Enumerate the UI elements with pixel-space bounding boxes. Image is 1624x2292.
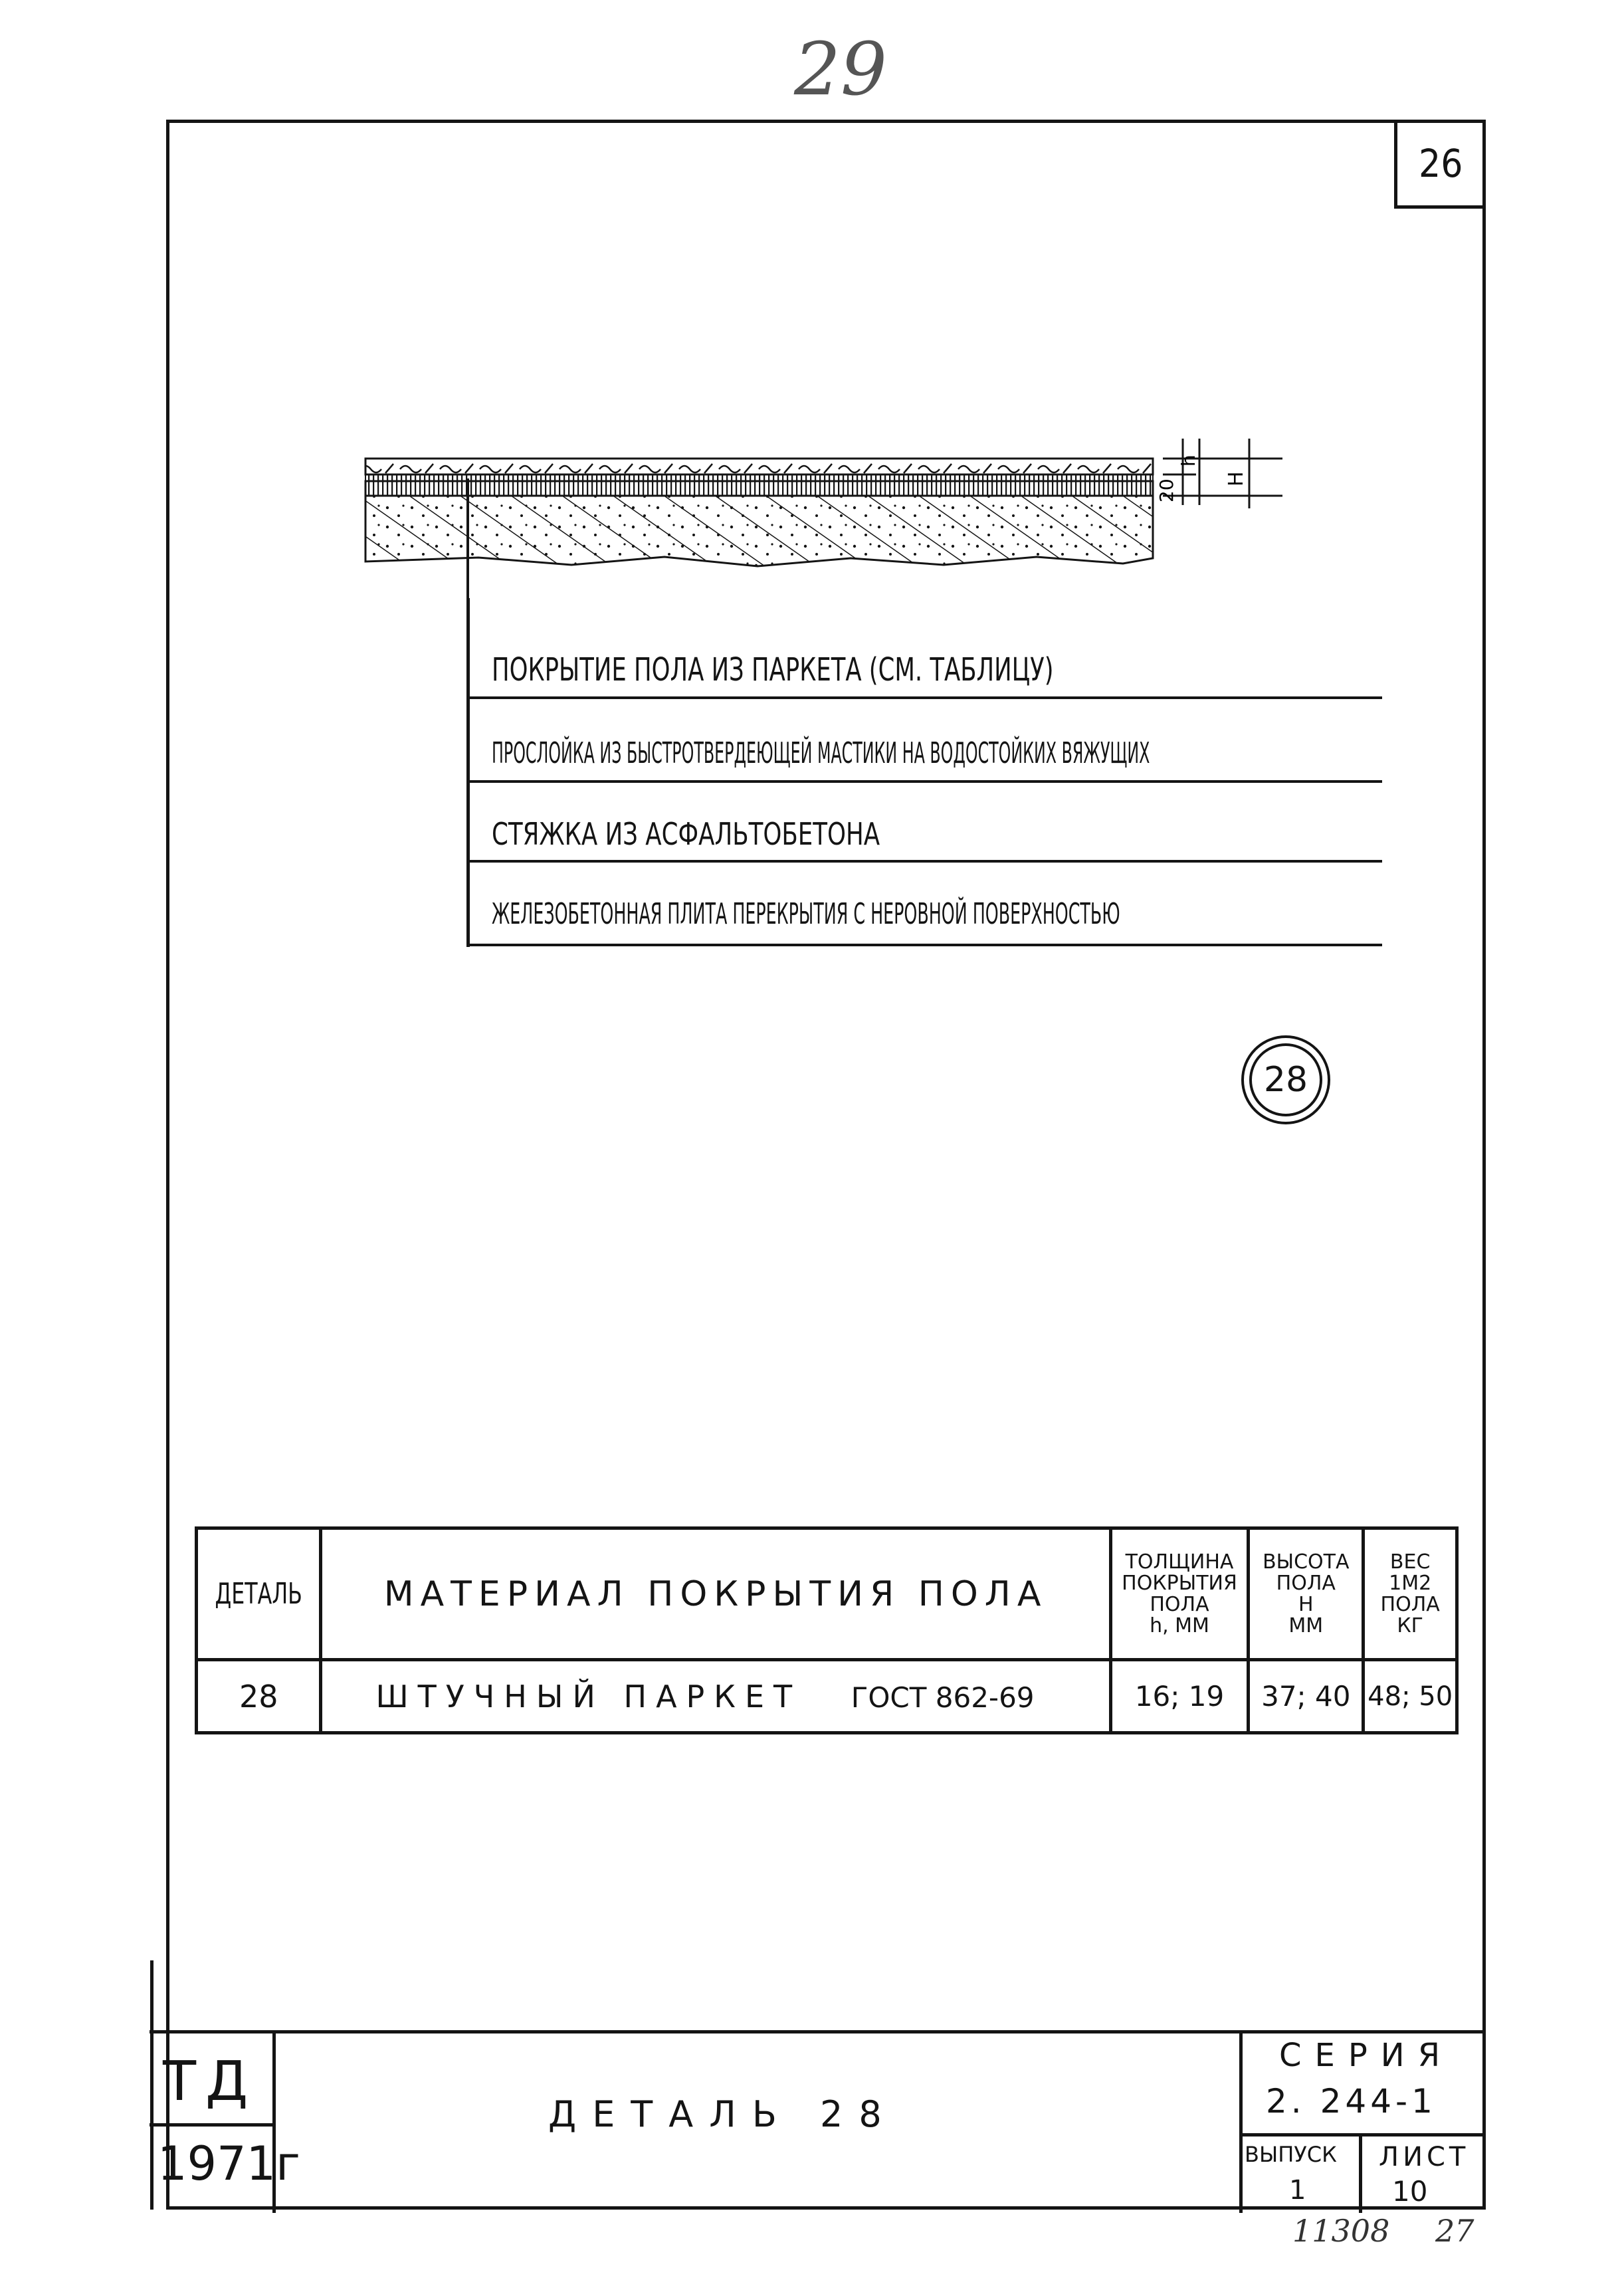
title-block bbox=[150, 2030, 1486, 2213]
layer-underline-2 bbox=[466, 780, 1382, 783]
row-material-name: ШТУЧНЫЙ ПАРКЕТ bbox=[375, 1678, 802, 1715]
layer-label-4: ЖЕЛЕЗОБЕТОННАЯ ПЛИТА ПЕРЕКРЫТИЯ С НЕРОВНОЙ ПОВЕРХНОСТЬЮ bbox=[492, 897, 1120, 931]
callout-leader bbox=[466, 598, 470, 947]
row-weight: 48; 50 bbox=[1364, 1660, 1457, 1733]
org-code: ТД bbox=[163, 2050, 258, 2113]
layer-label-1: ПОКРЫТИЕ ПОЛА ИЗ ПАРКЕТА (СМ. ТАБЛИЦУ) bbox=[492, 651, 1054, 688]
screed-layer bbox=[365, 481, 1153, 496]
row-height: 37; 40 bbox=[1249, 1660, 1364, 1733]
header-weight: ВЕС 1М2 ПОЛА КГ bbox=[1364, 1528, 1457, 1660]
spec-table bbox=[195, 1526, 1459, 1734]
header-material: МАТЕРИАЛ ПОКРЫТИЯ ПОЛА bbox=[321, 1528, 1110, 1660]
issue-value: 1 bbox=[1289, 2175, 1306, 2206]
top-handwritten-number: 29 bbox=[794, 27, 887, 112]
series-label: СЕРИЯ bbox=[1279, 2037, 1454, 2074]
dim-total: H bbox=[1225, 471, 1248, 486]
year: 1971г bbox=[157, 2136, 300, 2191]
header-detail: ДЕТАЛЬ bbox=[197, 1528, 321, 1660]
layer-label-2: ПРОСЛОЙКА ИЗ БЫСТРОТВЕРДЕЮЩЕЙ МАСТИКИ НА ВОДОСТОЙКИХ ВЯЖУЩИХ bbox=[492, 736, 1150, 770]
header-thickness: ТОЛЩИНА ПОКРЫТИЯ ПОЛА h, ММ bbox=[1110, 1528, 1249, 1660]
sheet-value: 10 bbox=[1392, 2175, 1428, 2208]
row-detail: 28 bbox=[197, 1660, 321, 1733]
row-thickness: 16; 19 bbox=[1110, 1660, 1249, 1733]
detail-marker-number: 28 bbox=[1263, 1060, 1308, 1100]
series-value: 2. 244-1 bbox=[1266, 2082, 1437, 2121]
layer-underline-1 bbox=[466, 696, 1382, 699]
row-material bbox=[321, 1660, 1110, 1733]
layer-label-3: СТЯЖКА ИЗ АСФАЛЬТОБЕТОНА bbox=[492, 816, 880, 852]
floor-cross-section bbox=[359, 425, 1309, 598]
drawing-title: ДЕТАЛЬ 28 bbox=[548, 2093, 898, 2135]
sheet-corner-number: 26 bbox=[1419, 141, 1463, 186]
layer-underline-3 bbox=[466, 860, 1382, 863]
row-material-standard: ГОСТ 862-69 bbox=[851, 1681, 1035, 1714]
parquet-layer bbox=[365, 459, 1153, 474]
bottom-handwritten-left: 11308 bbox=[1292, 2213, 1390, 2249]
issue-label: ВЫПУСК bbox=[1245, 2142, 1337, 2167]
sheet-label: ЛИСТ bbox=[1379, 2142, 1470, 2172]
layer-underline-4 bbox=[466, 944, 1382, 946]
detail-marker-inner bbox=[1249, 1043, 1322, 1116]
dim-screed: 20 bbox=[1156, 478, 1177, 502]
dim-coating: h bbox=[1177, 455, 1199, 467]
header-height: ВЫСОТА ПОЛА H ММ bbox=[1249, 1528, 1364, 1660]
bottom-handwritten-right: 27 bbox=[1435, 2213, 1474, 2249]
